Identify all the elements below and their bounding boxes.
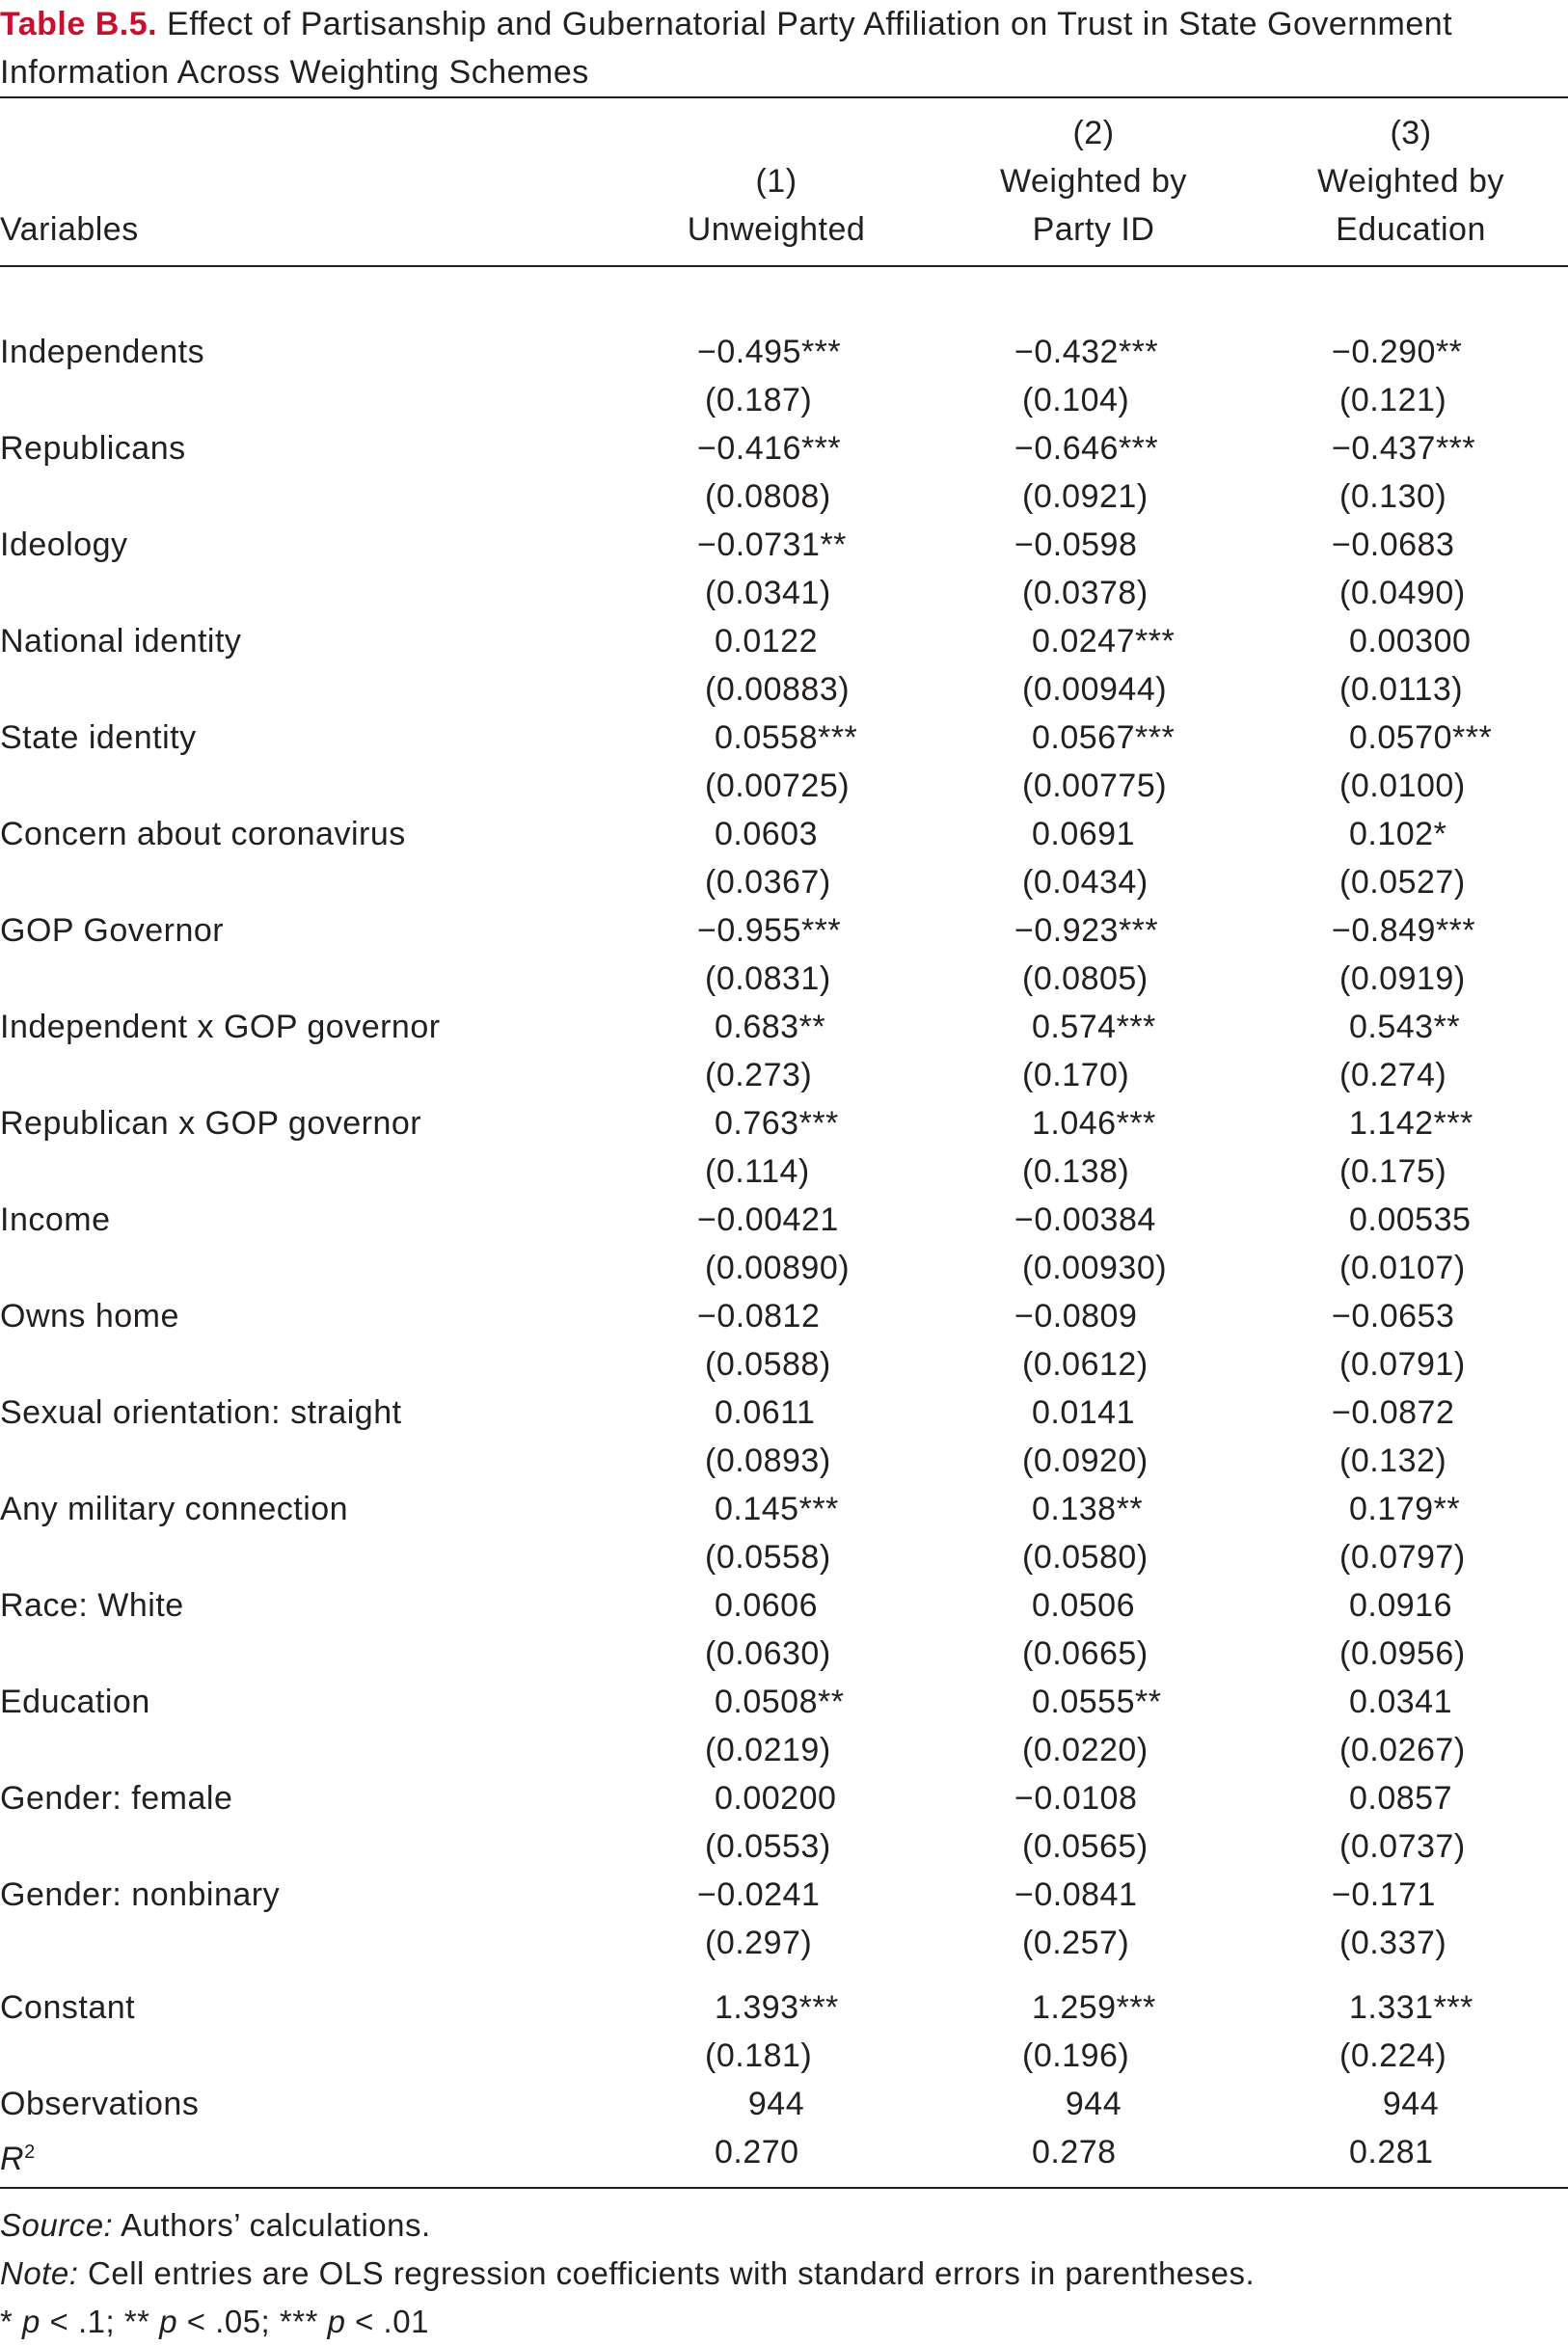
standard-error: (0.00883): [705, 671, 851, 708]
row-label: National identity: [0, 623, 242, 660]
standard-error: (0.0553): [705, 1828, 831, 1865]
standard-error: (0.0580): [1022, 1539, 1149, 1576]
source-note: [0, 2201, 1562, 2250]
coefficient: −0.495***: [697, 334, 842, 370]
cell-col2: [1014, 424, 1227, 521]
coefficient: −0.849***: [1332, 912, 1476, 949]
cell-col3: [1332, 1099, 1544, 1196]
header-col2-title-2: Party ID: [1032, 211, 1155, 248]
coefficient: 0.0691: [1032, 816, 1135, 852]
coefficient: 0.0558***: [715, 719, 858, 756]
coefficient: −0.955***: [697, 912, 842, 949]
cell-col2: [1014, 1389, 1227, 1485]
coefficient: 0.145***: [715, 1491, 839, 1527]
significance-note: * p < .1; ** p < .05; *** p < .01: [0, 2304, 429, 2339]
cell-col1: [697, 1003, 909, 1099]
note-text: Cell entries are OLS regression coefficients with standard errors in parentheses.: [78, 2255, 1256, 2291]
coefficient: −0.437***: [1332, 430, 1476, 467]
header-col2-title-1: Weighted by: [1000, 163, 1187, 200]
standard-error: (0.0434): [1022, 864, 1149, 901]
standard-error: (0.121): [1339, 382, 1447, 418]
standard-error: (0.0791): [1339, 1346, 1466, 1383]
cell-col3: [1332, 810, 1544, 906]
cell-col3: [1332, 617, 1544, 714]
row-label: Any military connection: [0, 1491, 349, 1527]
coefficient: 1.259***: [1032, 1989, 1156, 2026]
cell-col2: [1014, 1678, 1227, 1774]
header-col2-num: (2): [1072, 115, 1115, 151]
source-text: Authors’ calculations.: [113, 2207, 431, 2243]
standard-error: (0.104): [1022, 382, 1130, 418]
coefficient: 0.0508**: [715, 1684, 845, 1720]
table-row: [0, 1099, 1568, 1196]
coefficient: 1.331***: [1349, 1989, 1473, 2026]
coefficient: −0.416***: [697, 430, 842, 467]
standard-error: (0.0100): [1339, 768, 1466, 804]
row-label: Independents: [0, 334, 205, 370]
standard-error: (0.00944): [1022, 671, 1168, 708]
cell-col1: [697, 1678, 909, 1774]
observations-row: [0, 2080, 1568, 2128]
bottom-rule: [0, 2187, 1568, 2189]
header-col1-title: Unweighted: [687, 211, 866, 248]
cell-col1: [697, 906, 909, 1003]
standard-error: (0.257): [1022, 1925, 1130, 1961]
r2-col1: 0.270: [715, 2134, 799, 2171]
coefficient: −0.290**: [1332, 334, 1463, 370]
r2-symbol: R: [0, 2141, 25, 2177]
p-symbol: p: [22, 2304, 41, 2339]
r2-col2: 0.278: [1032, 2134, 1117, 2171]
cell-col2: [1014, 617, 1227, 714]
cell-col1: [697, 424, 909, 521]
standard-error: (0.0808): [705, 478, 831, 515]
standard-error: (0.0956): [1339, 1635, 1466, 1672]
source-label: Source:: [0, 2207, 114, 2243]
standard-error: (0.0490): [1339, 575, 1466, 611]
cell-col3: [1332, 1581, 1544, 1678]
observations-col1: 944: [747, 2086, 805, 2122]
header-col1-num: (1): [755, 163, 798, 200]
p-symbol: p: [159, 2304, 178, 2339]
coefficient: 0.0141: [1032, 1394, 1135, 1431]
coefficient: 0.00300: [1349, 623, 1472, 660]
cell-col2: [1014, 328, 1227, 424]
header-variables: Variables: [0, 211, 139, 248]
row-label: Observations: [0, 2086, 200, 2122]
note-line: [0, 2250, 1562, 2298]
standard-error: (0.0220): [1022, 1732, 1149, 1768]
standard-error: (0.274): [1339, 1057, 1447, 1093]
coefficient: −0.0653: [1332, 1298, 1455, 1335]
cell-col3: [1332, 328, 1544, 424]
coefficient: −0.0872: [1332, 1394, 1455, 1431]
standard-error: (0.0378): [1022, 575, 1149, 611]
cell-col3: [1332, 1983, 1544, 2080]
cell-col1: [697, 1774, 909, 1871]
cell-col3: [1332, 521, 1544, 617]
row-label: [0, 2128, 36, 2183]
standard-error: (0.130): [1339, 478, 1447, 515]
observations-col3: 944: [1382, 2086, 1440, 2122]
standard-error: (0.0612): [1022, 1346, 1149, 1383]
coefficient: 0.0247***: [1032, 623, 1176, 660]
row-label: Race: White: [0, 1587, 184, 1624]
row-label: Concern about coronavirus: [0, 816, 406, 852]
row-label: Constant: [0, 1989, 136, 2026]
cell-col1: [697, 521, 909, 617]
table-title: Effect of Partisanship and Gubernatorial Party Affiliation on Trust in State Government Information Across Weighting Schemes: [0, 6, 1453, 91]
cell-col1: [697, 1389, 909, 1485]
coefficient: −0.0598: [1014, 526, 1138, 563]
standard-error: (0.196): [1022, 2037, 1130, 2074]
r2-col3: 0.281: [1349, 2134, 1434, 2171]
standard-error: (0.0737): [1339, 1828, 1466, 1865]
table-row: [0, 906, 1568, 1003]
table-notes: [0, 2201, 1562, 2346]
observations-col2: 944: [1065, 2086, 1122, 2122]
header-col3-title-1: Weighted by: [1317, 163, 1504, 200]
table-label: Table B.5.: [0, 6, 158, 42]
coefficient: −0.0841: [1014, 1876, 1138, 1913]
standard-error: (0.0831): [705, 960, 831, 997]
standard-error: (0.00890): [705, 1250, 851, 1286]
standard-error: (0.273): [705, 1057, 813, 1093]
standard-error: (0.175): [1339, 1153, 1447, 1190]
table-row: [0, 1871, 1568, 1967]
header-col3-title-2: Education: [1336, 211, 1486, 248]
standard-error: (0.0219): [705, 1732, 831, 1768]
coefficient: 0.0341: [1349, 1684, 1452, 1720]
coefficient: −0.00384: [1014, 1201, 1156, 1238]
table-row: [0, 1389, 1568, 1485]
standard-error: (0.00775): [1022, 768, 1168, 804]
coefficient: 0.0606: [715, 1587, 818, 1624]
table-row: [0, 1485, 1568, 1581]
coefficient: 0.00535: [1349, 1201, 1472, 1238]
standard-error: (0.0267): [1339, 1732, 1466, 1768]
table-row: [0, 521, 1568, 617]
cell-col1: [697, 617, 909, 714]
standard-error: (0.132): [1339, 1443, 1447, 1479]
standard-error: (0.0921): [1022, 478, 1149, 515]
standard-error: (0.0630): [705, 1635, 831, 1672]
standard-error: (0.0341): [705, 575, 831, 611]
r2-row: [0, 2128, 1568, 2176]
cell-col2: [1014, 906, 1227, 1003]
standard-error: (0.181): [705, 2037, 813, 2074]
standard-error: (0.337): [1339, 1925, 1447, 1961]
coefficient: −0.00421: [697, 1201, 839, 1238]
coefficient: 0.543**: [1349, 1009, 1461, 1045]
cell-col1: [697, 714, 909, 810]
cell-col2: [1014, 810, 1227, 906]
coefficient: −0.171: [1332, 1876, 1436, 1913]
constant-row: [0, 1983, 1568, 2080]
row-label: Republicans: [0, 430, 186, 467]
coefficient: 0.0122: [715, 623, 818, 660]
cell-col3: [1332, 714, 1544, 810]
table-row: [0, 1196, 1568, 1292]
coefficient: 0.0567***: [1032, 719, 1176, 756]
standard-error: (0.0367): [705, 864, 831, 901]
cell-col3: [1332, 1389, 1544, 1485]
cell-col2: [1014, 521, 1227, 617]
standard-error: (0.0893): [705, 1443, 831, 1479]
standard-error: (0.0113): [1339, 671, 1464, 708]
cell-col1: [697, 1871, 909, 1967]
row-label: Sexual orientation: straight: [0, 1394, 402, 1431]
header-col3-num: (3): [1390, 115, 1432, 151]
coefficient: −0.0809: [1014, 1298, 1138, 1335]
standard-error: (0.0558): [705, 1539, 831, 1576]
cell-col3: [1332, 1678, 1544, 1774]
table-row: [0, 328, 1568, 424]
table-row: [0, 617, 1568, 714]
cell-col3: [1332, 1871, 1544, 1967]
standard-error: (0.00930): [1022, 1250, 1168, 1286]
table-row: [0, 1774, 1568, 1871]
standard-error: (0.138): [1022, 1153, 1130, 1190]
table-row: [0, 1678, 1568, 1774]
cell-col2: [1014, 1003, 1227, 1099]
table-row: [0, 714, 1568, 810]
cell-col2: [1014, 1871, 1227, 1967]
cell-col3: [1332, 1774, 1544, 1871]
top-rule: [0, 96, 1568, 98]
coefficient: 0.574***: [1032, 1009, 1156, 1045]
cell-col3: [1332, 1292, 1544, 1389]
cell-col1: [697, 1485, 909, 1581]
coefficient: 0.0570***: [1349, 719, 1493, 756]
row-label: Gender: nonbinary: [0, 1876, 281, 1913]
coefficient: 0.0611: [715, 1394, 816, 1431]
standard-error: (0.0805): [1022, 960, 1149, 997]
table-row: [0, 1292, 1568, 1389]
cell-col2: [1014, 1581, 1227, 1678]
coefficient: 0.763***: [715, 1105, 839, 1142]
coefficient: −0.0241: [697, 1876, 821, 1913]
cell-col1: [697, 1581, 909, 1678]
note-label: Note:: [0, 2255, 79, 2291]
coefficient: 1.046***: [1032, 1105, 1156, 1142]
table-row: [0, 1003, 1568, 1099]
coefficient: −0.432***: [1014, 334, 1159, 370]
row-label: Income: [0, 1201, 111, 1238]
cell-col3: [1332, 1196, 1544, 1292]
standard-error: (0.0919): [1339, 960, 1466, 997]
coefficient: 0.179**: [1349, 1491, 1461, 1527]
coefficient: −0.923***: [1014, 912, 1159, 949]
standard-error: (0.224): [1339, 2037, 1447, 2074]
cell-col3: [1332, 1485, 1544, 1581]
cell-col2: [1014, 714, 1227, 810]
standard-error: (0.187): [705, 382, 813, 418]
table-row: [0, 1581, 1568, 1678]
p-symbol: p: [327, 2304, 346, 2339]
coefficient: 0.102*: [1349, 816, 1447, 852]
cell-col3: [1332, 424, 1544, 521]
standard-error: (0.0527): [1339, 864, 1466, 901]
cell-col1: [697, 1983, 909, 2080]
coefficient: 0.0506: [1032, 1587, 1135, 1624]
row-label: Education: [0, 1684, 150, 1720]
cell-col2: [1014, 1774, 1227, 1871]
table-row: [0, 810, 1568, 906]
cell-col3: [1332, 1003, 1544, 1099]
standard-error: (0.00725): [705, 768, 851, 804]
coefficient: 0.138**: [1032, 1491, 1144, 1527]
table-row: [0, 424, 1568, 521]
header-rule: [0, 265, 1568, 267]
r2-superscript: 2: [24, 2142, 36, 2163]
cell-col2: [1014, 1099, 1227, 1196]
coefficient: −0.646***: [1014, 430, 1159, 467]
standard-error: (0.297): [705, 1925, 813, 1961]
cell-col1: [697, 328, 909, 424]
cell-col2: [1014, 1485, 1227, 1581]
standard-error: (0.0665): [1022, 1635, 1149, 1672]
standard-error: (0.0107): [1339, 1250, 1466, 1286]
coefficient: 0.0857: [1349, 1780, 1452, 1817]
standard-error: (0.0797): [1339, 1539, 1466, 1576]
standard-error: (0.0588): [705, 1346, 831, 1383]
coefficient: −0.0683: [1332, 526, 1455, 563]
coefficient: 1.142***: [1349, 1105, 1473, 1142]
row-label: GOP Governor: [0, 912, 225, 949]
coefficient: −0.0731**: [697, 526, 847, 563]
coefficient: 1.393***: [715, 1989, 839, 2026]
cell-col1: [697, 1099, 909, 1196]
coefficient: 0.0603: [715, 816, 818, 852]
coefficient: 0.00200: [715, 1780, 837, 1817]
row-label: Owns home: [0, 1298, 179, 1335]
cell-col2: [1014, 1983, 1227, 2080]
table-body: [0, 328, 1568, 1967]
cell-col3: [1332, 906, 1544, 1003]
row-label: Republican x GOP governor: [0, 1105, 422, 1142]
standard-error: (0.0920): [1022, 1443, 1149, 1479]
row-label: Independent x GOP governor: [0, 1009, 441, 1045]
standard-error: (0.114): [705, 1153, 810, 1190]
cell-col1: [697, 1196, 909, 1292]
row-label: State identity: [0, 719, 197, 756]
row-label: Ideology: [0, 526, 128, 563]
coefficient: 0.683**: [715, 1009, 826, 1045]
coefficient: −0.0108: [1014, 1780, 1138, 1817]
standard-error: (0.0565): [1022, 1828, 1149, 1865]
cell-col2: [1014, 1292, 1227, 1389]
coefficient: 0.0916: [1349, 1587, 1452, 1624]
standard-error: (0.170): [1022, 1057, 1130, 1093]
cell-col2: [1014, 1196, 1227, 1292]
coefficient: −0.0812: [697, 1298, 821, 1335]
row-label: Gender: female: [0, 1780, 233, 1817]
table-caption: [0, 0, 1553, 96]
coefficient: 0.0555**: [1032, 1684, 1162, 1720]
cell-col1: [697, 810, 909, 906]
cell-col1: [697, 1292, 909, 1389]
